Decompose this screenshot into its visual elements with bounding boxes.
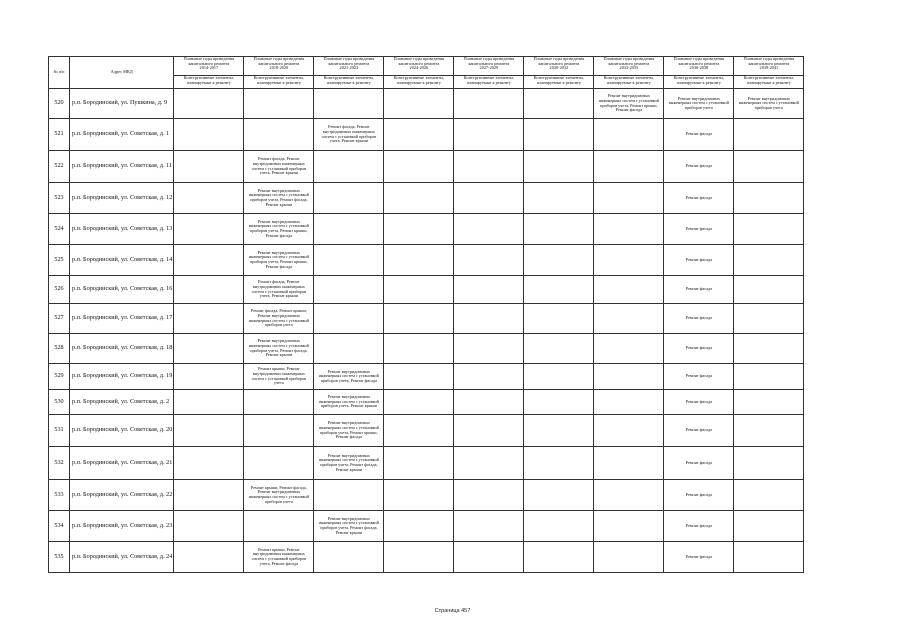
table-row [49, 304, 804, 334]
repair-works-cell [594, 119, 664, 151]
repair-works-cell [244, 390, 314, 415]
period-years: 2027-2029 [479, 65, 499, 71]
repair-works-cell [384, 276, 454, 304]
repair-works-cell [314, 151, 384, 183]
table-row [49, 245, 804, 276]
repair-works-cell: Ремонт фасада [664, 364, 734, 390]
repair-works-cell [314, 304, 384, 334]
repair-works-cell: Ремонт фасада [664, 151, 734, 183]
repair-works-cell [174, 480, 244, 511]
repair-works-cell [524, 119, 594, 151]
repair-works-cell: Ремонт внутридомовых инженерных систем с установкой приборов учета, Ремонт фасада, Ремонт крыши [314, 447, 384, 480]
repair-works-cell [524, 390, 594, 415]
period-header-row [49, 57, 804, 76]
repair-works-cell [734, 542, 804, 573]
repair-works-cell [734, 245, 804, 276]
repair-works-cell [454, 304, 524, 334]
row-address: р.п. Бородинский, ул. Советская, д. 23 [70, 511, 174, 542]
repair-works-cell: Ремонт внутридомовых инженерных систем с установкой приборов учета, Ремонт крыши, Ремонт фасада [594, 89, 664, 119]
row-number: 530 [49, 390, 70, 415]
repair-works-cell [594, 334, 664, 364]
repair-works-cell [524, 151, 594, 183]
repair-works-cell: Ремонт внутридомовых инженерных систем с установкой приборов учета, Ремонт фасада [314, 364, 384, 390]
row-address: р.п. Бородинский, ул. Советская, д. 18 [70, 334, 174, 364]
repair-works-cell: Ремонт фасада, Ремонт крыши, Ремонт внутридомовых инженерных систем с установкой приборов учета [244, 304, 314, 334]
repair-works-cell [734, 334, 804, 364]
row-number: 528 [49, 334, 70, 364]
repair-works-cell [524, 214, 594, 245]
row-address: р.п. Бородинский, ул. Советская, д. 22 [70, 480, 174, 511]
repair-works-cell [454, 415, 524, 447]
table-row [49, 415, 804, 447]
repair-works-cell [524, 364, 594, 390]
repair-works-cell [594, 542, 664, 573]
repair-works-cell [454, 119, 524, 151]
repair-works-cell [244, 89, 314, 119]
period-years: 2014-2017 [199, 65, 219, 71]
repair-works-cell [734, 214, 804, 245]
repair-works-cell [174, 89, 244, 119]
repair-works-cell: Ремонт фасада [664, 276, 734, 304]
repair-works-cell [174, 542, 244, 573]
row-address: р.п. Бородинский, ул. Советская, д. 20 [70, 415, 174, 447]
repair-works-cell [244, 447, 314, 480]
repair-works-cell: Ремонт фасада [664, 390, 734, 415]
repair-works-cell [384, 119, 454, 151]
elements-header: Конструктивные элементы, планируемые к ремонту [454, 76, 524, 89]
period-header [174, 57, 244, 76]
repair-works-cell [594, 415, 664, 447]
repair-works-cell [454, 245, 524, 276]
repair-works-cell [524, 447, 594, 480]
repair-works-cell [174, 364, 244, 390]
repair-works-cell: Ремонт фасада [664, 119, 734, 151]
repair-works-cell [524, 245, 594, 276]
period-header-text: Плановые годы проведения капитального ремонта [253, 56, 305, 66]
repair-works-cell [244, 415, 314, 447]
repair-works-cell [384, 245, 454, 276]
repair-works-cell: Ремонт фасада [664, 447, 734, 480]
repair-works-cell [594, 390, 664, 415]
repair-works-cell [174, 183, 244, 214]
repair-works-cell: Ремонт внутридомовых инженерных систем с установкой приборов учета, Ремонт фасада, Ремонт крыши [314, 511, 384, 542]
repair-works-cell [384, 480, 454, 511]
repair-works-cell [734, 511, 804, 542]
repair-works-cell: Ремонт внутридомовых инженерных систем с установкой приборов учета [734, 89, 804, 119]
repair-works-cell [454, 183, 524, 214]
period-header [524, 57, 594, 76]
repair-works-cell [524, 511, 594, 542]
repair-works-cell: Ремонт фасада [664, 480, 734, 511]
repair-works-cell [524, 304, 594, 334]
period-header [594, 57, 664, 76]
table-row [49, 480, 804, 511]
row-number: 535 [49, 542, 70, 573]
period-header [454, 57, 524, 76]
repair-works-cell [454, 89, 524, 119]
row-address: р.п. Бородинский, ул. Советская, д. 2 [70, 390, 174, 415]
row-address: р.п. Бородинский, ул. Советская, д. 24 [70, 542, 174, 573]
repair-works-cell [454, 542, 524, 573]
table-body [49, 89, 804, 573]
repair-works-cell [734, 276, 804, 304]
repair-works-cell [174, 214, 244, 245]
repair-works-cell [174, 119, 244, 151]
row-number: 522 [49, 151, 70, 183]
row-number: 529 [49, 364, 70, 390]
period-header-text: Плановые годы проведения капитального ремонта [673, 56, 725, 66]
row-number: 524 [49, 214, 70, 245]
repair-works-cell [384, 334, 454, 364]
row-number: 533 [49, 480, 70, 511]
repair-works-cell [594, 245, 664, 276]
repair-works-cell [454, 276, 524, 304]
repair-works-cell [174, 415, 244, 447]
period-years: 2021-2023 [339, 65, 359, 71]
repair-works-cell: Ремонт фасада [664, 415, 734, 447]
repair-works-cell [384, 542, 454, 573]
row-number: 523 [49, 183, 70, 214]
repair-works-cell [734, 183, 804, 214]
table-row [49, 276, 804, 304]
elements-header: Конструктивные элементы, планируемые к ремонту [524, 76, 594, 89]
period-header-text: Плановые годы проведения капитального ремонта [603, 56, 655, 66]
row-number: 520 [49, 89, 70, 119]
repair-works-cell [384, 214, 454, 245]
period-header-text: Плановые годы проведения капитального ремонта [743, 56, 795, 66]
period-header-text: Плановые годы проведения капитального ремонта [533, 56, 585, 66]
repair-works-cell: Ремонт внутридомовых инженерных систем с установкой приборов учета [664, 89, 734, 119]
row-number: 526 [49, 276, 70, 304]
repair-works-cell [314, 276, 384, 304]
repair-works-cell [384, 415, 454, 447]
repair-works-cell [244, 511, 314, 542]
repair-works-cell [384, 89, 454, 119]
period-header-text: Плановые годы проведения капитального ремонта [323, 56, 375, 66]
repair-works-cell [454, 511, 524, 542]
elements-header: Конструктивные элементы, планируемые к ремонту [314, 76, 384, 89]
period-header [384, 57, 454, 76]
table-row [49, 214, 804, 245]
table-row [49, 447, 804, 480]
period-years: 2018-2020 [269, 65, 289, 71]
table-row [49, 364, 804, 390]
repair-works-cell [594, 151, 664, 183]
elements-header: Конструктивные элементы, планируемые к ремонту [384, 76, 454, 89]
period-years: 2039-2041 [759, 65, 779, 71]
num-header: № п/п [49, 57, 70, 89]
repair-works-cell [174, 390, 244, 415]
repair-works-cell [454, 334, 524, 364]
period-header [244, 57, 314, 76]
elements-header: Конструктивные элементы, планируемые к ремонту [244, 76, 314, 89]
repair-works-cell [594, 304, 664, 334]
repair-works-cell: Ремонт фасада, Ремонт внутридомовых инженерных систем с установкой приборов учета, Ремонт крыши [244, 276, 314, 304]
repair-works-cell: Ремонт фасада, Ремонт внутридомовых инженерных систем с установкой приборов учета, Ремонт крыши [314, 119, 384, 151]
repair-works-cell [734, 415, 804, 447]
repair-works-cell: Ремонт фасада, Ремонт внутридомовых инженерных систем с установкой приборов учета, Ремонт крыши [244, 151, 314, 183]
repair-works-cell [454, 480, 524, 511]
repair-works-cell [384, 447, 454, 480]
elements-header: Конструктивные элементы, планируемые к ремонту [594, 76, 664, 89]
repair-works-cell [384, 304, 454, 334]
period-header [664, 57, 734, 76]
repair-works-cell: Ремонт фасада [664, 304, 734, 334]
repair-works-cell: Ремонт внутридомовых инженерных систем с установкой приборов учета, Ремонт крыши, Ремонт фасада [314, 415, 384, 447]
period-header-text: Плановые годы проведения капитального ремонта [463, 56, 515, 66]
repair-works-cell: Ремонт фасада [664, 245, 734, 276]
repair-works-cell [384, 390, 454, 415]
table-row [49, 89, 804, 119]
period-years: 2024-2026 [409, 65, 429, 71]
repair-works-cell [454, 214, 524, 245]
elements-header: Конструктивные элементы, планируемые к ремонту [734, 76, 804, 89]
period-years: 2036-2038 [689, 65, 709, 71]
repair-works-cell [174, 511, 244, 542]
period-header-text: Плановые годы проведения капитального ремонта [393, 56, 445, 66]
row-number: 534 [49, 511, 70, 542]
repair-works-cell [314, 542, 384, 573]
repair-works-cell [384, 151, 454, 183]
repair-works-cell [594, 276, 664, 304]
repair-works-cell: Ремонт внутридомовых инженерных систем с установкой приборов учета, Ремонт крыши [314, 390, 384, 415]
period-header-text: Плановые годы проведения капитального ремонта [183, 56, 235, 66]
table-row [49, 119, 804, 151]
repair-works-cell [524, 415, 594, 447]
table-row [49, 511, 804, 542]
repair-works-cell [384, 364, 454, 390]
repair-works-cell [384, 511, 454, 542]
repair-works-cell [314, 89, 384, 119]
repair-works-cell: Ремонт фасада [664, 542, 734, 573]
repair-works-cell [594, 364, 664, 390]
table-row [49, 334, 804, 364]
repair-works-cell [314, 183, 384, 214]
repair-works-cell [524, 480, 594, 511]
repair-works-cell [524, 542, 594, 573]
table-row [49, 390, 804, 415]
row-address: р.п. Бородинский, ул. Советская, д. 19 [70, 364, 174, 390]
table-row [49, 183, 804, 214]
row-address: р.п. Бородинский, ул. Советская, д. 1 [70, 119, 174, 151]
repair-works-cell [594, 214, 664, 245]
period-header [734, 57, 804, 76]
repair-works-cell [594, 480, 664, 511]
repair-works-cell [454, 447, 524, 480]
repair-works-cell [174, 245, 244, 276]
repair-works-cell [524, 89, 594, 119]
row-address: р.п. Бородинский, ул. Советская, д. 17 [70, 304, 174, 334]
repair-works-cell: Ремонт крыши, Ремонт фасада, Ремонт внутридомовых инженерных систем с установкой приборов учета [244, 480, 314, 511]
repair-works-cell: Ремонт крыши, Ремонт внутридомовых инженерных систем с установкой приборов учета, Ремонт фасада [244, 542, 314, 573]
repair-works-cell [454, 390, 524, 415]
row-address: р.п. Бородинский, ул. Пушкина, д. 9 [70, 89, 174, 119]
repair-works-cell: Ремонт внутридомовых инженерных систем с установкой приборов учета, Ремонт крыши, Ремонт фасада [244, 214, 314, 245]
row-address: р.п. Бородинский, ул. Советская, д. 21 [70, 447, 174, 480]
row-address: р.п. Бородинский, ул. Советская, д. 13 [70, 214, 174, 245]
elements-header: Конструктивные элементы, планируемые к ремонту [174, 76, 244, 89]
repair-works-cell: Ремонт внутридомовых инженерных систем с установкой приборов учета, Ремонт крыши, Ремонт фасада [244, 245, 314, 276]
table-row [49, 151, 804, 183]
repair-works-cell [314, 214, 384, 245]
row-address: р.п. Бородинский, ул. Советская, д. 12 [70, 183, 174, 214]
row-address: р.п. Бородинский, ул. Советская, д. 16 [70, 276, 174, 304]
repair-works-cell: Ремонт крыши, Ремонт внутридомовых инженерных систем с установкой приборов учета [244, 364, 314, 390]
elements-header: Конструктивные элементы, планируемые к ремонту [664, 76, 734, 89]
row-address: р.п. Бородинский, ул. Советская, д. 11 [70, 151, 174, 183]
repair-works-cell [734, 480, 804, 511]
repair-works-cell [524, 334, 594, 364]
repair-works-cell: Ремонт внутридомовых инженерных систем с установкой приборов учета, Ремонт фасада, Ремонт крыши [244, 334, 314, 364]
repair-works-cell [524, 183, 594, 214]
repair-works-cell [314, 245, 384, 276]
repair-works-cell [734, 364, 804, 390]
repair-works-cell: Ремонт фасада [664, 511, 734, 542]
row-number: 531 [49, 415, 70, 447]
table-row [49, 542, 804, 573]
repair-works-cell [524, 276, 594, 304]
repair-works-cell: Ремонт фасада [664, 334, 734, 364]
repair-works-cell [174, 334, 244, 364]
repair-works-cell [734, 390, 804, 415]
row-number: 521 [49, 119, 70, 151]
repair-works-cell [174, 447, 244, 480]
repair-works-cell [734, 304, 804, 334]
repair-works-cell [734, 151, 804, 183]
period-years: 2033-2035 [619, 65, 639, 71]
repair-works-cell [174, 151, 244, 183]
repair-works-cell [174, 304, 244, 334]
repair-works-cell [594, 511, 664, 542]
period-years: 2030-2032 [549, 65, 569, 71]
repair-works-cell [734, 119, 804, 151]
repair-works-cell [454, 364, 524, 390]
repair-works-cell [314, 334, 384, 364]
table-header [49, 57, 804, 89]
repair-works-cell [594, 447, 664, 480]
period-header [314, 57, 384, 76]
repair-works-cell [594, 183, 664, 214]
address-header: Адрес МКД [70, 57, 174, 89]
row-number: 527 [49, 304, 70, 334]
row-address: р.п. Бородинский, ул. Советская, д. 14 [70, 245, 174, 276]
capital-repair-table [48, 56, 804, 573]
repair-works-cell [384, 183, 454, 214]
repair-works-cell [174, 276, 244, 304]
page-number: Страница 457 [434, 608, 471, 614]
repair-works-cell: Ремонт внутридомовых инженерных систем с установкой приборов учета, Ремонт фасада, Ремонт крыши [244, 183, 314, 214]
repair-works-cell [314, 480, 384, 511]
repair-works-cell [734, 447, 804, 480]
row-number: 525 [49, 245, 70, 276]
repair-works-cell: Ремонт фасада [664, 214, 734, 245]
row-number: 532 [49, 447, 70, 480]
repair-works-cell [454, 151, 524, 183]
repair-works-cell [244, 119, 314, 151]
repair-works-cell: Ремонт фасада [664, 183, 734, 214]
